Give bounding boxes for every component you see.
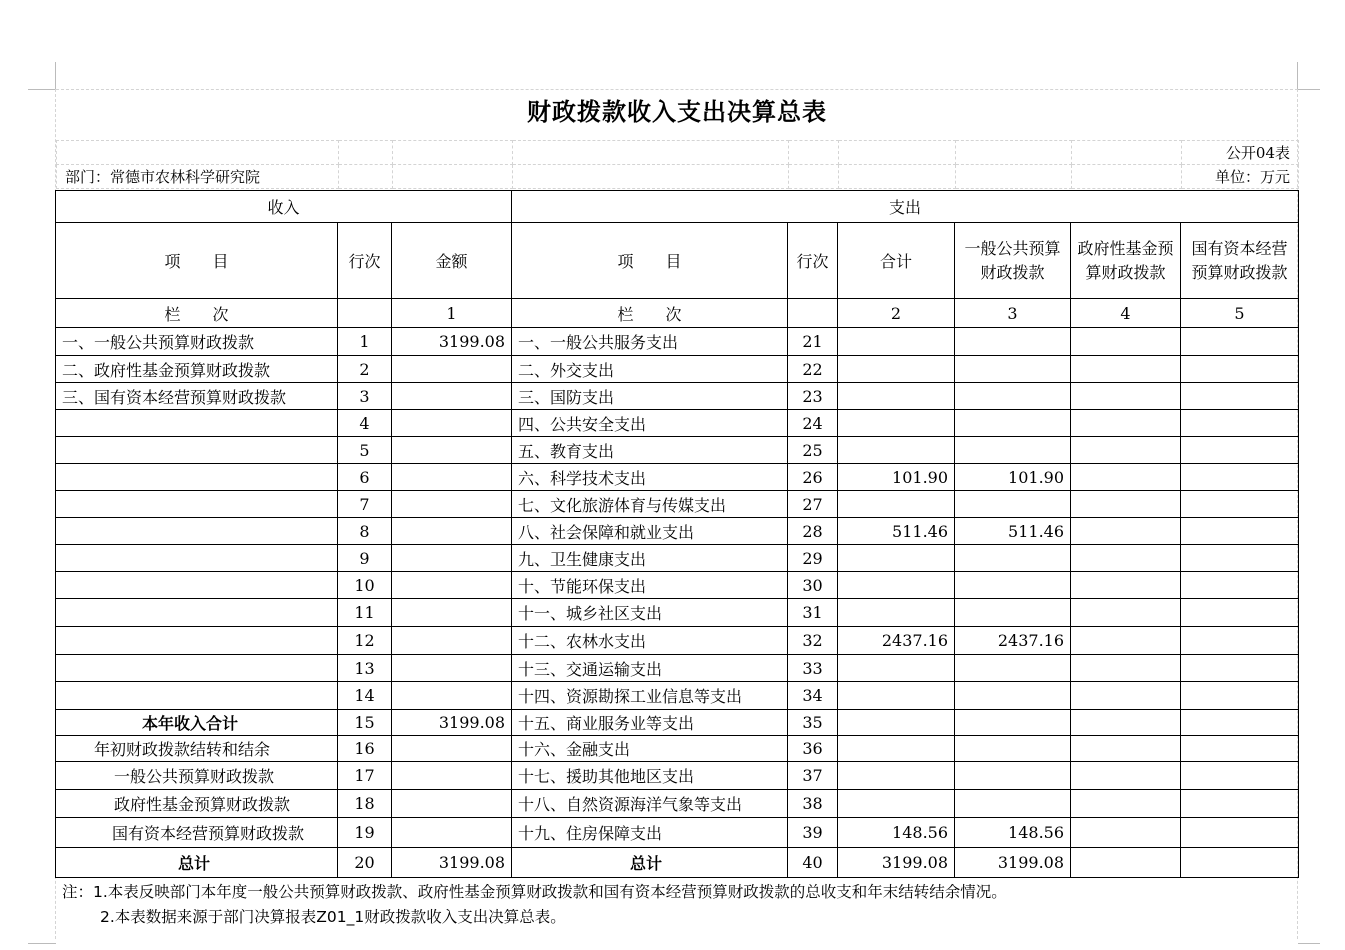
- gov-fund-amount: [1071, 518, 1181, 545]
- income-item: 一、一般公共预算财政拨款: [56, 328, 338, 356]
- income-line-no: 11: [338, 599, 392, 627]
- income-item: 一般公共预算财政拨款: [56, 762, 338, 790]
- expense-line-no: 21: [788, 328, 838, 356]
- expense-item: 十五、商业服务业等支出: [512, 710, 788, 736]
- income-item-header: 项 目: [56, 223, 338, 299]
- general-budget-amount: 2437.16: [955, 627, 1071, 655]
- gov-fund-amount: [1071, 491, 1181, 518]
- state-capital-amount: [1181, 818, 1299, 848]
- gov-fund-amount: [1071, 599, 1181, 627]
- total-amount: [838, 356, 955, 383]
- income-item: [56, 599, 338, 627]
- expense-line-no: 30: [788, 572, 838, 599]
- income-item: [56, 491, 338, 518]
- expense-item: 五、教育支出: [512, 437, 788, 464]
- income-item: 总计: [56, 848, 338, 878]
- gov-fund-amount: [1071, 655, 1181, 682]
- expense-item: 三、国防支出: [512, 383, 788, 410]
- gov-fund-amount: [1071, 682, 1181, 710]
- income-line-no: 19: [338, 818, 392, 848]
- header-row-2: [56, 223, 1299, 299]
- col-num-4: 4: [1071, 299, 1181, 328]
- total-amount: [838, 383, 955, 410]
- table-row: [56, 818, 1299, 848]
- income-item: [56, 518, 338, 545]
- general-budget-header: 一般公共预算财政拨款: [955, 223, 1071, 299]
- corner-mark-top-right-v: [1297, 62, 1298, 90]
- income-item: 国有资本经营预算财政拨款: [56, 818, 338, 848]
- income-line-no: 10: [338, 572, 392, 599]
- column-number-row: [56, 299, 1299, 328]
- gov-fund-amount: [1071, 848, 1181, 878]
- income-item: 年初财政拨款结转和结余: [56, 736, 338, 762]
- page-guide-top: [56, 89, 1298, 90]
- general-budget-amount: [955, 545, 1071, 572]
- general-budget-amount: [955, 572, 1071, 599]
- page-title: 财政拨款收入支出决算总表: [527, 97, 827, 126]
- col-num-3: 3: [955, 299, 1071, 328]
- table-row: [56, 682, 1299, 710]
- state-capital-amount: [1181, 627, 1299, 655]
- column-label-income: 栏 次: [56, 299, 338, 328]
- expense-item: 十九、住房保障支出: [512, 818, 788, 848]
- total-amount: 148.56: [838, 818, 955, 848]
- general-budget-amount: [955, 655, 1071, 682]
- state-capital-amount: [1181, 682, 1299, 710]
- state-capital-amount: [1181, 491, 1299, 518]
- expense-line-no: 31: [788, 599, 838, 627]
- income-line-no: 8: [338, 518, 392, 545]
- state-capital-amount: [1181, 410, 1299, 437]
- general-budget-amount: 3199.08: [955, 848, 1071, 878]
- total-amount: [838, 682, 955, 710]
- table-row: [56, 572, 1299, 599]
- state-capital-amount: [1181, 437, 1299, 464]
- total-amount: 2437.16: [838, 627, 955, 655]
- total-amount: 101.90: [838, 464, 955, 491]
- income-item: 三、国有资本经营预算财政拨款: [56, 383, 338, 410]
- income-item: 二、政府性基金预算财政拨款: [56, 356, 338, 383]
- notes: [62, 880, 1007, 930]
- expense-line-no: 26: [788, 464, 838, 491]
- total-amount: [838, 328, 955, 356]
- expense-line-no: 29: [788, 545, 838, 572]
- total-amount: [838, 491, 955, 518]
- general-budget-amount: [955, 762, 1071, 790]
- total-amount: [838, 790, 955, 818]
- gov-fund-amount: [1071, 356, 1181, 383]
- table-body: [56, 328, 1299, 878]
- income-amount: [392, 736, 512, 762]
- state-capital-amount: [1181, 710, 1299, 736]
- gov-fund-amount: [1071, 790, 1181, 818]
- expense-line-no: 33: [788, 655, 838, 682]
- income-line-no: 6: [338, 464, 392, 491]
- gov-fund-amount: [1071, 410, 1181, 437]
- state-capital-amount: [1181, 518, 1299, 545]
- gov-fund-amount: [1071, 383, 1181, 410]
- total-amount: [838, 599, 955, 627]
- total-amount: [838, 736, 955, 762]
- note-2: 2.本表数据来源于部门决算报表Z01_1财政拨款收入支出决算总表。: [100, 908, 566, 926]
- table-code: 公开04表: [1182, 141, 1299, 165]
- income-amount: [392, 545, 512, 572]
- income-line-no: 17: [338, 762, 392, 790]
- expense-line-no: 27: [788, 491, 838, 518]
- expense-item: 一、一般公共服务支出: [512, 328, 788, 356]
- income-line-header: 行次: [338, 223, 392, 299]
- income-amount: [392, 491, 512, 518]
- income-amount: [392, 655, 512, 682]
- income-amount: [392, 627, 512, 655]
- total-amount: [838, 545, 955, 572]
- gov-fund-amount: [1071, 437, 1181, 464]
- corner-mark-top-left-v: [55, 62, 56, 90]
- general-budget-amount: 101.90: [955, 464, 1071, 491]
- general-budget-amount: [955, 437, 1071, 464]
- income-line-no: 1: [338, 328, 392, 356]
- expense-line-no: 24: [788, 410, 838, 437]
- gov-fund-amount: [1071, 464, 1181, 491]
- table-row: [56, 410, 1299, 437]
- meta-row-dept: [57, 165, 1299, 189]
- state-capital-amount: [1181, 848, 1299, 878]
- table-row: [56, 356, 1299, 383]
- gov-fund-amount: [1071, 328, 1181, 356]
- table-row: [56, 762, 1299, 790]
- table-row: [56, 710, 1299, 736]
- expense-line-no: 32: [788, 627, 838, 655]
- table-row: [56, 518, 1299, 545]
- corner-mark-top-left-h: [28, 89, 56, 90]
- table-row: [56, 383, 1299, 410]
- expense-line-no: 39: [788, 818, 838, 848]
- general-budget-amount: [955, 356, 1071, 383]
- income-amount: [392, 518, 512, 545]
- income-item: [56, 410, 338, 437]
- income-line-no: 20: [338, 848, 392, 878]
- general-budget-amount: [955, 328, 1071, 356]
- total-amount: [838, 710, 955, 736]
- state-capital-amount: [1181, 599, 1299, 627]
- income-amount: 3199.08: [392, 328, 512, 356]
- income-item: [56, 627, 338, 655]
- income-item: [56, 464, 338, 491]
- table-row: [56, 790, 1299, 818]
- corner-mark-bottom-left-h: [28, 943, 56, 944]
- general-budget-amount: [955, 790, 1071, 818]
- gov-fund-header: 政府性基金预算财政拨款: [1071, 223, 1181, 299]
- expense-item: 八、社会保障和就业支出: [512, 518, 788, 545]
- expense-line-no: 28: [788, 518, 838, 545]
- expense-line-no: 25: [788, 437, 838, 464]
- expense-item: 十二、农林水支出: [512, 627, 788, 655]
- expense-item: 二、外交支出: [512, 356, 788, 383]
- table-row: [56, 627, 1299, 655]
- corner-mark-top-right-h: [1298, 89, 1320, 90]
- income-line-no: 16: [338, 736, 392, 762]
- income-line-no: 7: [338, 491, 392, 518]
- income-amount: [392, 464, 512, 491]
- state-capital-amount: [1181, 545, 1299, 572]
- income-amount: [392, 762, 512, 790]
- total-amount: [838, 655, 955, 682]
- total-amount: [838, 437, 955, 464]
- expense-item: 四、公共安全支出: [512, 410, 788, 437]
- state-capital-amount: [1181, 762, 1299, 790]
- expense-item: 十四、资源勘探工业信息等支出: [512, 682, 788, 710]
- income-amount: [392, 572, 512, 599]
- income-line-no: 18: [338, 790, 392, 818]
- general-budget-amount: [955, 383, 1071, 410]
- income-item: 本年收入合计: [56, 710, 338, 736]
- income-amount: [392, 410, 512, 437]
- state-capital-amount: [1181, 356, 1299, 383]
- state-capital-header: 国有资本经营预算财政拨款: [1181, 223, 1299, 299]
- total-amount: [838, 762, 955, 790]
- total-amount: [838, 410, 955, 437]
- table-row: [56, 437, 1299, 464]
- gov-fund-amount: [1071, 736, 1181, 762]
- general-budget-amount: [955, 710, 1071, 736]
- gov-fund-amount: [1071, 762, 1181, 790]
- gov-fund-amount: [1071, 545, 1181, 572]
- expense-line-header: 行次: [788, 223, 838, 299]
- income-amount: 3199.08: [392, 848, 512, 878]
- general-budget-amount: [955, 410, 1071, 437]
- expense-line-no: 34: [788, 682, 838, 710]
- expense-item: 十三、交通运输支出: [512, 655, 788, 682]
- expense-item: 十七、援助其他地区支出: [512, 762, 788, 790]
- income-amount: [392, 383, 512, 410]
- expense-item: 十八、自然资源海洋气象等支出: [512, 790, 788, 818]
- gov-fund-amount: [1071, 710, 1181, 736]
- income-line-no: 3: [338, 383, 392, 410]
- state-capital-amount: [1181, 790, 1299, 818]
- table-row: [56, 655, 1299, 682]
- income-line-no: 12: [338, 627, 392, 655]
- expense-item: 十六、金融支出: [512, 736, 788, 762]
- table-row: [56, 599, 1299, 627]
- gov-fund-amount: [1071, 572, 1181, 599]
- expense-item: 总计: [512, 848, 788, 878]
- general-budget-amount: [955, 599, 1071, 627]
- income-amount: [392, 682, 512, 710]
- state-capital-amount: [1181, 572, 1299, 599]
- general-budget-amount: 511.46: [955, 518, 1071, 545]
- expense-line-no: 38: [788, 790, 838, 818]
- income-line-no: 13: [338, 655, 392, 682]
- department: 部门：常德市农林科学研究院: [57, 165, 339, 189]
- income-item: [56, 437, 338, 464]
- column-label-expense: 栏 次: [512, 299, 788, 328]
- income-line-no: 15: [338, 710, 392, 736]
- income-item: 政府性基金预算财政拨款: [56, 790, 338, 818]
- expense-item-header: 项 目: [512, 223, 788, 299]
- income-amount: [392, 790, 512, 818]
- table-row: [56, 491, 1299, 518]
- income-item: [56, 682, 338, 710]
- income-line-no: 14: [338, 682, 392, 710]
- table-row: [56, 328, 1299, 356]
- total-header: 合计: [838, 223, 955, 299]
- total-amount: 511.46: [838, 518, 955, 545]
- expense-line-no: 36: [788, 736, 838, 762]
- table-row: [56, 464, 1299, 491]
- general-budget-amount: [955, 491, 1071, 518]
- expense-line-no: 22: [788, 356, 838, 383]
- general-budget-amount: 148.56: [955, 818, 1071, 848]
- state-capital-amount: [1181, 383, 1299, 410]
- income-amount: [392, 437, 512, 464]
- income-amount-header: 金额: [392, 223, 512, 299]
- header-row-1: [56, 191, 1299, 223]
- expense-item: 十、节能环保支出: [512, 572, 788, 599]
- income-item: [56, 655, 338, 682]
- total-amount: [838, 572, 955, 599]
- expense-item: 十一、城乡社区支出: [512, 599, 788, 627]
- income-line-no: 9: [338, 545, 392, 572]
- income-item: [56, 545, 338, 572]
- income-line-no: 5: [338, 437, 392, 464]
- table-row: [56, 848, 1299, 878]
- income-line-no: 2: [338, 356, 392, 383]
- expense-item: 六、科学技术支出: [512, 464, 788, 491]
- state-capital-amount: [1181, 736, 1299, 762]
- note-1: 注：1.本表反映部门本年度一般公共预算财政拨款、政府性基金预算财政拨款和国有资本经营预算财政拨款的总收支和年末结转结余情况。: [62, 883, 1007, 901]
- table-row: [56, 736, 1299, 762]
- income-header: 收入: [56, 191, 512, 223]
- expense-item: 七、文化旅游体育与传媒支出: [512, 491, 788, 518]
- general-budget-amount: [955, 736, 1071, 762]
- unit: 单位：万元: [1182, 165, 1299, 189]
- state-capital-amount: [1181, 328, 1299, 356]
- expense-line-no: 35: [788, 710, 838, 736]
- budget-table: [55, 190, 1299, 878]
- corner-mark-bottom-right-h: [1298, 943, 1320, 944]
- meta-row-code: [57, 141, 1299, 165]
- income-item: [56, 572, 338, 599]
- expense-line-no: 40: [788, 848, 838, 878]
- meta-table: [56, 140, 1299, 189]
- gov-fund-amount: [1071, 627, 1181, 655]
- col-num-1: 1: [392, 299, 512, 328]
- col-num-2: 2: [838, 299, 955, 328]
- col-num-5: 5: [1181, 299, 1299, 328]
- income-line-no: 4: [338, 410, 392, 437]
- total-amount: 3199.08: [838, 848, 955, 878]
- income-amount: [392, 356, 512, 383]
- expense-line-no: 37: [788, 762, 838, 790]
- expense-line-no: 23: [788, 383, 838, 410]
- income-amount: [392, 818, 512, 848]
- income-amount: [392, 599, 512, 627]
- gov-fund-amount: [1071, 818, 1181, 848]
- income-amount: 3199.08: [392, 710, 512, 736]
- general-budget-amount: [955, 682, 1071, 710]
- expense-header: 支出: [512, 191, 1299, 223]
- expense-item: 九、卫生健康支出: [512, 545, 788, 572]
- state-capital-amount: [1181, 464, 1299, 491]
- table-row: [56, 545, 1299, 572]
- state-capital-amount: [1181, 655, 1299, 682]
